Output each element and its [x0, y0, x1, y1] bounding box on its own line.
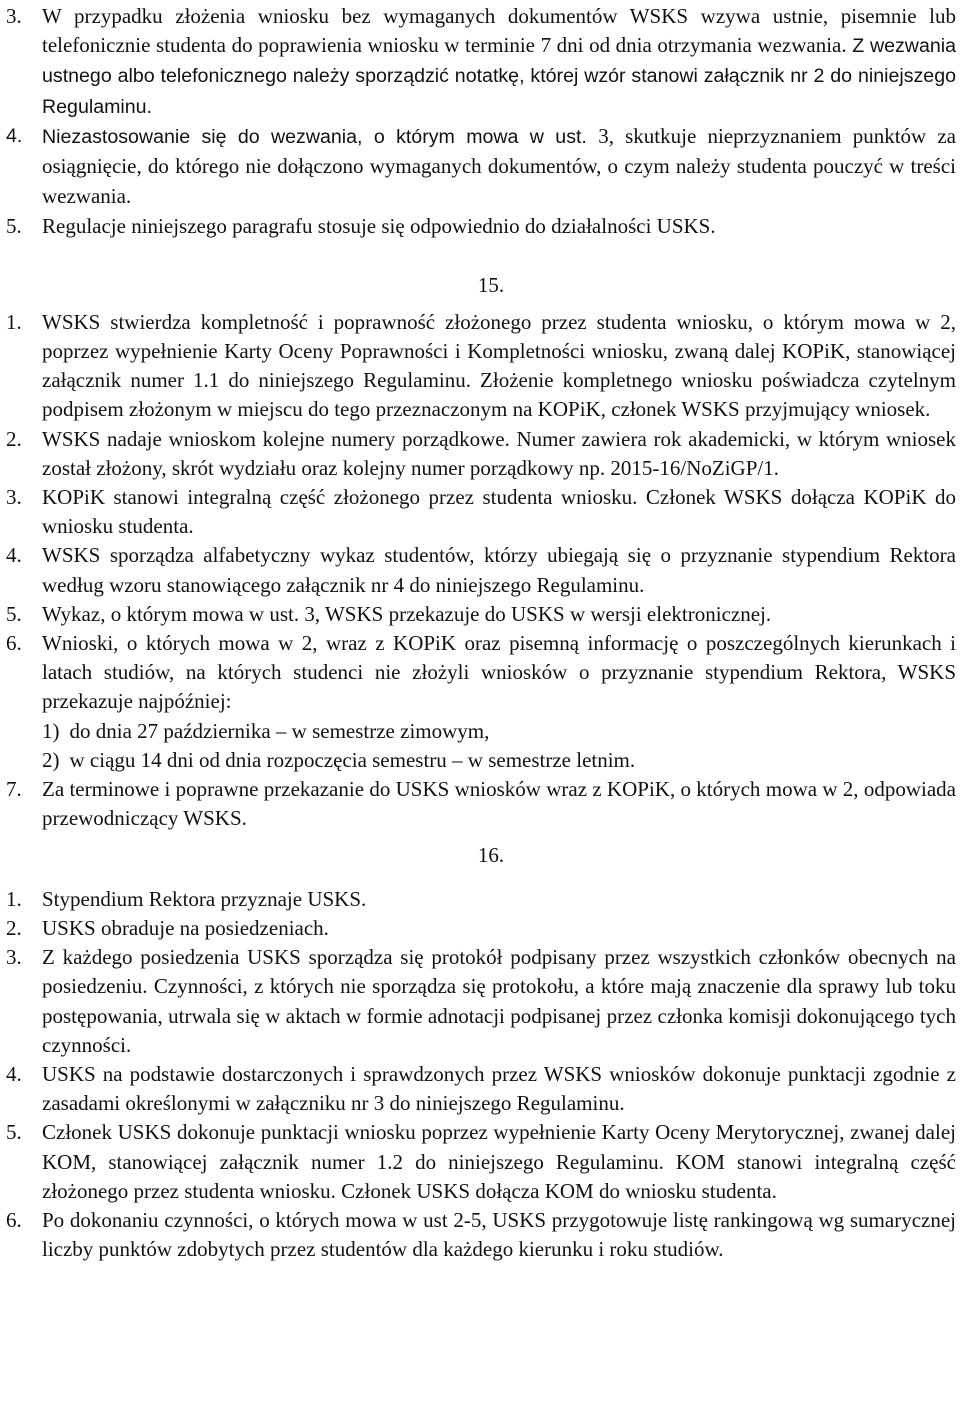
section-15-body — [6, 308, 956, 834]
section-15-item — [6, 425, 956, 483]
item-number: 2. — [6, 915, 22, 940]
item-number: 5. — [6, 214, 22, 239]
item-text: KOPiK stanowi integralną część złożonego przez studenta wniosku. Członek WSKS dołącza KOPiK do wniosku studenta. — [42, 485, 956, 539]
item-text: WSKS nadaje wnioskom kolejne numery porządkowe. Numer zawiera rok akademicki, w którym wniosek został złożony, skrót wydziału oraz kolejny numer porządkowy np. 2015-16/NoZiGP/1. — [42, 426, 956, 480]
section-15-item — [6, 600, 956, 629]
item-text: USKS obraduje na posiedzeniach. — [42, 915, 329, 940]
item-number: 4. — [6, 1061, 22, 1086]
paragraph-14-5 — [6, 212, 956, 241]
item-number: 3. — [6, 4, 22, 28]
item-number: 1. — [6, 886, 22, 911]
item-text: Stypendium Rektora przyznaje USKS. — [42, 886, 367, 911]
item-text: Członek USKS dokonuje punktacji wniosku poprzez wypełnienie Karty Oceny Merytorycznej, zwanej dalej KOM, stanowiącej załącznik numer 1.2 do niniejszego Regulaminu. KOM stanowi integralną część złożonego przez studenta wniosku. Członek USKS dołącza KOM do wniosku studenta. — [42, 1120, 956, 1203]
paragraph-14-3 — [6, 2, 956, 122]
item-text: WSKS sporządza alfabetyczny wykaz studentów, którzy ubiegają się o przyznanie stypendium Rektora według wzoru stanowiącego załącznik nr 4 do niniejszego Regulaminu. — [42, 543, 956, 597]
item-number: 5. — [6, 1120, 22, 1145]
item-text: Za terminowe i poprawne przekazanie do USKS wniosków wraz z KOPiK, o których mowa w 2, odpowiada przewodniczący WSKS. — [42, 777, 956, 831]
section-16-body — [6, 885, 956, 1265]
item-number: 6. — [6, 631, 22, 656]
section-16-item — [6, 1206, 956, 1264]
section-16-item — [6, 1060, 956, 1118]
section-heading-16 — [6, 841, 956, 870]
item-text: W przypadku złożenia wniosku bez wymaganych dokumentów WSKS wzywa ustnie, pisemnie lub telefonicznie studenta do poprawienia wniosku w terminie 7 dni od dnia otrzymania wezwania. — [42, 4, 956, 58]
item-number: 7. — [6, 777, 22, 802]
section-number: 15. — [477, 272, 505, 297]
item-number: 5. — [6, 601, 22, 626]
item-number: 2. — [6, 426, 22, 451]
item-text: do dnia 27 października – w semestrze zimowym, — [69, 718, 490, 743]
item-number: 1. — [6, 309, 22, 334]
item-number: 3. — [6, 945, 22, 970]
section-15-item — [6, 483, 956, 541]
section-15-subitem — [6, 717, 956, 746]
section-16-item — [6, 885, 956, 914]
item-text: Po dokonaniu czynności, o których mowa w ust 2-5, USKS przygotowuje listę rankingową wg sumarycznej liczby punktów zdobytych przez studentów dla każdego kierunku i roku studiów. — [42, 1207, 956, 1262]
section-15-item — [6, 775, 956, 833]
item-text-cont: Z wezwania ustnego albo telefonicznego należy sporządzić notatkę, której wzór stanowi załącznik nr 2 do niniejszego Regulaminu. — [42, 35, 956, 118]
item-text: WSKS stwierdza kompletność i poprawność złożonego przez studenta wniosku, o którym mowa w 2, poprzez wypełnienie Karty Oceny Poprawności i Kompletności wniosku, zwaną dalej KOPiK, stanowiącej załącznik numer 1.1 do niniejszego Regulaminu. Złożenie kompletnego wniosku poświadcza czytelnym podpisem złożonym w miejscu do tego przeznaczonym na KOPiK, członek WSKS przyjmujący wniosek. — [42, 309, 956, 422]
section-15-subitem — [6, 746, 956, 775]
item-text: Regulacje niniejszego paragrafu stosuje się odpowiednio do działalności USKS. — [42, 214, 716, 239]
section-16-item — [6, 914, 956, 943]
section-15-item — [6, 308, 956, 425]
paragraph-14-4 — [6, 122, 956, 213]
item-number: 6. — [6, 1207, 22, 1232]
item-number: 4. — [6, 124, 23, 147]
item-number: 4. — [6, 543, 22, 568]
section-heading-15 — [6, 271, 956, 300]
item-text: Niezastosowanie się do wezwania, o którym mowa w ust. — [42, 125, 599, 148]
item-text: USKS na podstawie dostarczonych i sprawdzonych przez WSKS wniosków dokonuje punktacji zgodnie z zasadami określonymi w załączniku nr 3 do niniejszego Regulaminu. — [42, 1061, 956, 1116]
item-number: 3. — [6, 485, 22, 510]
item-number: 1) — [42, 718, 60, 743]
item-text: Wykaz, o którym mowa w ust. 3, WSKS przekazuje do USKS w wersji elektronicznej. — [42, 601, 772, 626]
item-text: Z każdego posiedzenia USKS sporządza się protokół podpisany przez wszystkich członków obecnych na posiedzeniu. Czynności, z których nie sporządza się protokołu, a które mają znaczenie dla sprawy lub toku postępowania, utrwala się w aktach w formie adnotacji podpisanej przez członka komisji dokonującego tych czynności. — [42, 945, 956, 1057]
item-number: 2) — [42, 747, 60, 772]
section-16-item — [6, 943, 956, 1060]
section-16-item — [6, 1118, 956, 1206]
item-text: Wnioski, o których mowa w 2, wraz z KOPiK oraz pisemną informację o poszczególnych kierunkach i latach studiów, na których studenci nie złożyli wniosków o przyznanie stypendium Rektora, WSKS przekazuje najpóźniej: — [42, 631, 956, 714]
item-text-cont: 3, skutkuje nieprzyznaniem punktów za osiągnięcie, do którego nie dołączono wymaganych dokumentów, o czym należy studenta pouczyć w treści wezwania. — [42, 123, 956, 209]
section-number: 16. — [477, 843, 505, 868]
item-text: w ciągu 14 dni od dnia rozpoczęcia semestru – w semestrze letnim. — [69, 747, 636, 772]
section-15-item — [6, 541, 956, 599]
section-15-item — [6, 629, 956, 717]
